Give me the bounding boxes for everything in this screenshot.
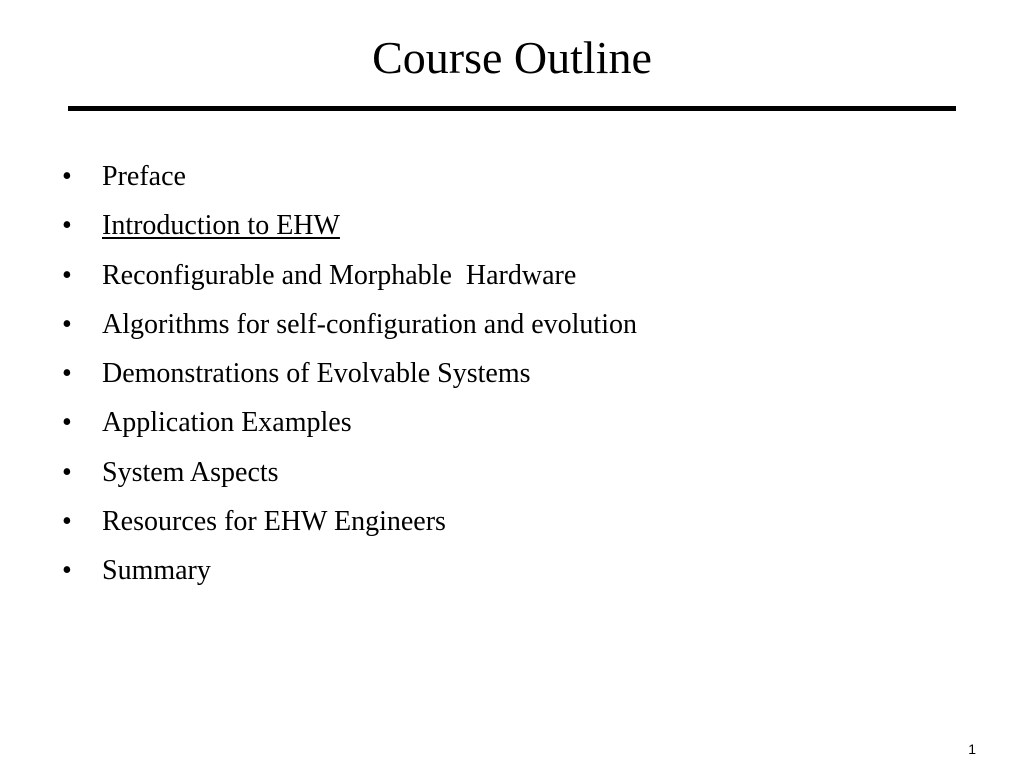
outline-item-resources (0, 497, 446, 546)
outline-item-label: Application Examples (102, 407, 352, 439)
bullet-icon: • (62, 308, 72, 340)
slide-title: Course Outline (372, 32, 652, 83)
bullet-icon: • (62, 555, 72, 587)
bullet-icon: • (62, 506, 72, 538)
outline-item-label: Algorithms for self-configuration and evolution (102, 308, 637, 340)
outline-item-application-examples (0, 398, 352, 447)
bullet-icon: • (62, 456, 72, 488)
outline-item-label: Summary (102, 555, 211, 587)
outline-item-label: Demonstrations of Evolvable Systems (102, 358, 531, 390)
outline-item-system-aspects (0, 448, 279, 497)
introduction-link[interactable]: Introduction to EHW (102, 210, 340, 242)
bullet-icon: • (62, 407, 72, 439)
outline-item-label: System Aspects (102, 456, 279, 488)
outline-item-demonstrations (0, 349, 531, 398)
outline-item-label: Preface (102, 161, 186, 192)
bullet-icon: • (62, 358, 72, 390)
outline-item-reconfigurable-hardware (0, 251, 577, 300)
outline-item-label: Resources for EHW Engineers (102, 506, 446, 538)
bullet-icon: • (62, 210, 72, 242)
outline-item-summary (0, 546, 211, 595)
page-number: 1 (968, 741, 976, 757)
outline-item-preface (0, 152, 186, 201)
outline-item-label: Reconfigurable and Morphable Hardware (102, 259, 577, 291)
outline-item-introduction (0, 201, 340, 250)
bullet-icon: • (62, 259, 72, 291)
bullet-icon: • (62, 161, 72, 192)
course-outline-list (0, 152, 637, 596)
outline-item-algorithms (0, 300, 637, 349)
title-divider (68, 106, 956, 111)
